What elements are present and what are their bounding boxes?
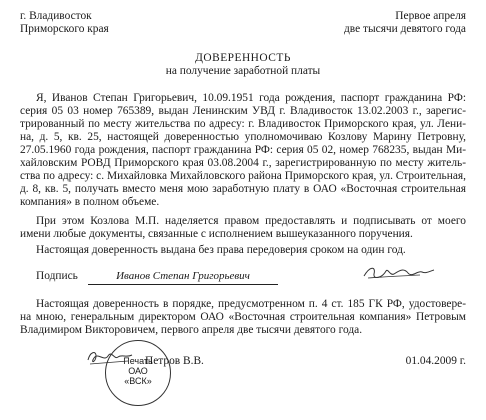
footer-date: 01.04.2009 г. — [405, 355, 466, 367]
seal-line: Печать — [123, 356, 153, 366]
paragraph-line: Владимиром Викторовичем, первого апреля две тысячи девятого года. — [20, 324, 363, 336]
paragraph-line: Я, Иванов Степан Григорьевич, 10.09.1951 года рождения, паспорт гражданина РФ: — [36, 92, 466, 104]
paragraph-line: ства по адресу: с. Михайловка Михайловского района Приморского края, ул. Строительная, — [20, 170, 466, 182]
paragraph-line: Настоящая доверенность в порядке, предусмотренном п. 4 ст. 185 ГК РФ, удостовере- — [36, 298, 466, 310]
certification-paragraph — [20, 298, 466, 337]
document-title: ДОВЕРЕННОСТЬ — [195, 52, 291, 64]
authority-paragraph — [20, 215, 466, 241]
document-subtitle: на получение заработной платы — [165, 65, 321, 77]
signature-name-line — [88, 284, 278, 285]
signer-name: Петров В.В. — [145, 355, 204, 367]
seal-line: «ВСК» — [124, 376, 152, 386]
paragraph-line: д. 8, кв. 5, получать вместо меня мою заработную плату в ОАО «Восточная строительная — [20, 183, 466, 195]
ivanov-signature — [360, 262, 438, 284]
paragraph-line: При этом Козлова М.П. наделяется правом предоставлять и подписывать от моего — [36, 215, 466, 227]
paragraph-line: хайловским РОВД Приморского края 03.08.2004 г., зарегистрированную по месту житель- — [20, 157, 466, 169]
paragraph-line: на мною, генеральным директором ОАО «Восточная строительная компания» Петровым — [20, 311, 466, 323]
validity-paragraph: Настоящая доверенность выдана без права передоверия сроком на один год. — [36, 244, 406, 256]
region-line: Приморского края — [20, 23, 109, 35]
paragraph-line: 27.05.1960 года рождения, паспорт гражданина РФ: серия 05 02, номер 768235, выдан Ми- — [20, 144, 466, 156]
date-word-line: Первое апреля — [395, 10, 466, 22]
signature-label: Подпись — [36, 270, 78, 282]
date-year-line: две тысячи девятого года — [344, 23, 466, 35]
paragraph-line: серия 05 03 номер 765389, выдан Ленинским УВД г. Владивосток 13.02.2003 г., зарегис- — [20, 105, 466, 117]
main-paragraph — [20, 92, 466, 209]
signature-name: Иванов Степан Григорьевич — [116, 270, 250, 282]
city-line: г. Владивосток — [20, 10, 92, 22]
paragraph-line: на, д. 5, кв. 25, настоящей доверенностью уполномочиваю Козлову Марину Петровну, — [20, 131, 466, 143]
company-seal — [105, 340, 171, 406]
paragraph-line: трированный по месту жительства по адресу: г. Владивосток Приморского края, ул. Лени- — [20, 118, 466, 130]
paragraph-line: компания» в полном объеме. — [20, 196, 160, 208]
seal-line: ОАО — [128, 366, 148, 376]
paragraph-line: имени любые документы, связанные с исполнением вышеуказанного поручения. — [20, 228, 413, 240]
